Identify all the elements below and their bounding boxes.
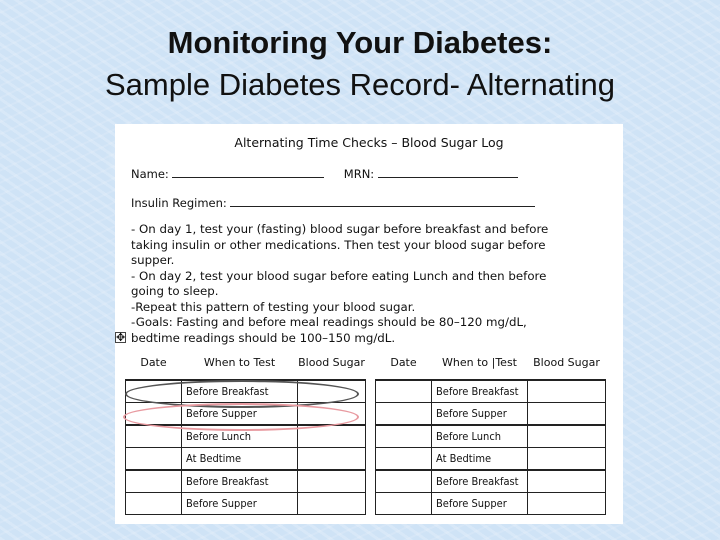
pink-highlight-oval xyxy=(123,403,359,431)
insulin-row xyxy=(131,196,535,210)
table-row xyxy=(376,425,606,448)
slide-title-main: Monitoring Your Diabetes: xyxy=(167,25,553,60)
instruction-repeat: -Repeat this pattern of testing your blood sugar. xyxy=(131,299,416,314)
when-cell: At Bedtime xyxy=(182,448,298,471)
date-cell[interactable] xyxy=(376,493,432,515)
table-row xyxy=(376,493,606,515)
when-cell: Before Breakfast xyxy=(432,380,528,403)
table-row xyxy=(376,470,606,493)
header-when-to-test: When to |Test xyxy=(442,356,517,369)
mrn-label: MRN: xyxy=(343,167,375,181)
sugar-cell[interactable] xyxy=(298,493,366,515)
header-date: Date xyxy=(390,356,417,369)
table-header-row xyxy=(376,346,606,380)
when-cell: Before Breakfast xyxy=(432,470,528,493)
instruction-goals: -Goals: Fasting and before meal readings should be 80–120 mg/dL, bedtime readings should be 100–150 mg/dL. xyxy=(131,315,527,345)
table-header-row xyxy=(126,346,366,380)
header-blood-sugar: Blood Sugar xyxy=(533,356,600,369)
table-row xyxy=(126,448,366,471)
when-cell: Before Supper xyxy=(432,493,528,515)
header-blood-sugar: Blood Sugar xyxy=(298,356,365,369)
sugar-cell[interactable] xyxy=(528,403,606,426)
blood-sugar-log-document xyxy=(115,124,623,524)
slide-title xyxy=(0,22,720,106)
when-cell: Before Supper xyxy=(182,493,298,515)
log-table-right xyxy=(375,346,606,515)
date-cell[interactable] xyxy=(376,403,432,426)
table-row xyxy=(376,380,606,403)
table-row xyxy=(376,403,606,426)
table-move-handle-icon[interactable]: ✥ xyxy=(116,331,126,344)
date-cell[interactable] xyxy=(126,448,182,471)
when-cell: Before Breakfast xyxy=(182,380,298,403)
sugar-cell[interactable] xyxy=(528,448,606,471)
instructions xyxy=(131,222,571,346)
slide-subtitle: Sample Diabetes Record- Alternating xyxy=(104,67,616,102)
header-when-to-test: When to Test xyxy=(203,356,276,369)
date-cell[interactable] xyxy=(376,425,432,448)
header-date: Date xyxy=(140,356,167,369)
when-cell: Before Lunch xyxy=(432,425,528,448)
when-cell: Before Lunch xyxy=(182,425,298,448)
date-cell[interactable] xyxy=(126,493,182,515)
name-row xyxy=(131,167,518,181)
sugar-cell[interactable] xyxy=(528,470,606,493)
instruction-day2: - On day 2, test your blood sugar before eating Lunch and then before going to sleep. xyxy=(131,268,547,298)
insulin-field[interactable] xyxy=(230,196,535,207)
sugar-cell[interactable] xyxy=(528,493,606,515)
when-cell: At Bedtime xyxy=(432,448,528,471)
date-cell[interactable] xyxy=(376,448,432,471)
sugar-cell[interactable] xyxy=(298,470,366,493)
date-cell[interactable] xyxy=(376,470,432,493)
insulin-label: Insulin Regimen: xyxy=(131,196,227,210)
date-cell[interactable] xyxy=(126,470,182,493)
when-cell: Before Breakfast xyxy=(182,470,298,493)
sugar-cell[interactable] xyxy=(528,380,606,403)
instruction-day1: - On day 1, test your (fasting) blood sugar before breakfast and before taking insulin or other medications. Then test your blood sugar before supper. xyxy=(131,222,549,267)
table-row xyxy=(126,493,366,515)
mrn-field[interactable] xyxy=(378,167,518,178)
date-cell[interactable] xyxy=(376,380,432,403)
table-row xyxy=(376,448,606,471)
name-label: Name: xyxy=(131,167,169,181)
when-cell: Before Supper xyxy=(432,403,528,426)
name-field[interactable] xyxy=(172,167,324,178)
sugar-cell[interactable] xyxy=(528,425,606,448)
sugar-cell[interactable] xyxy=(298,448,366,471)
document-title: Alternating Time Checks – Blood Sugar Log xyxy=(234,135,504,150)
table-row xyxy=(126,470,366,493)
when-cell: Before Supper xyxy=(182,403,298,426)
